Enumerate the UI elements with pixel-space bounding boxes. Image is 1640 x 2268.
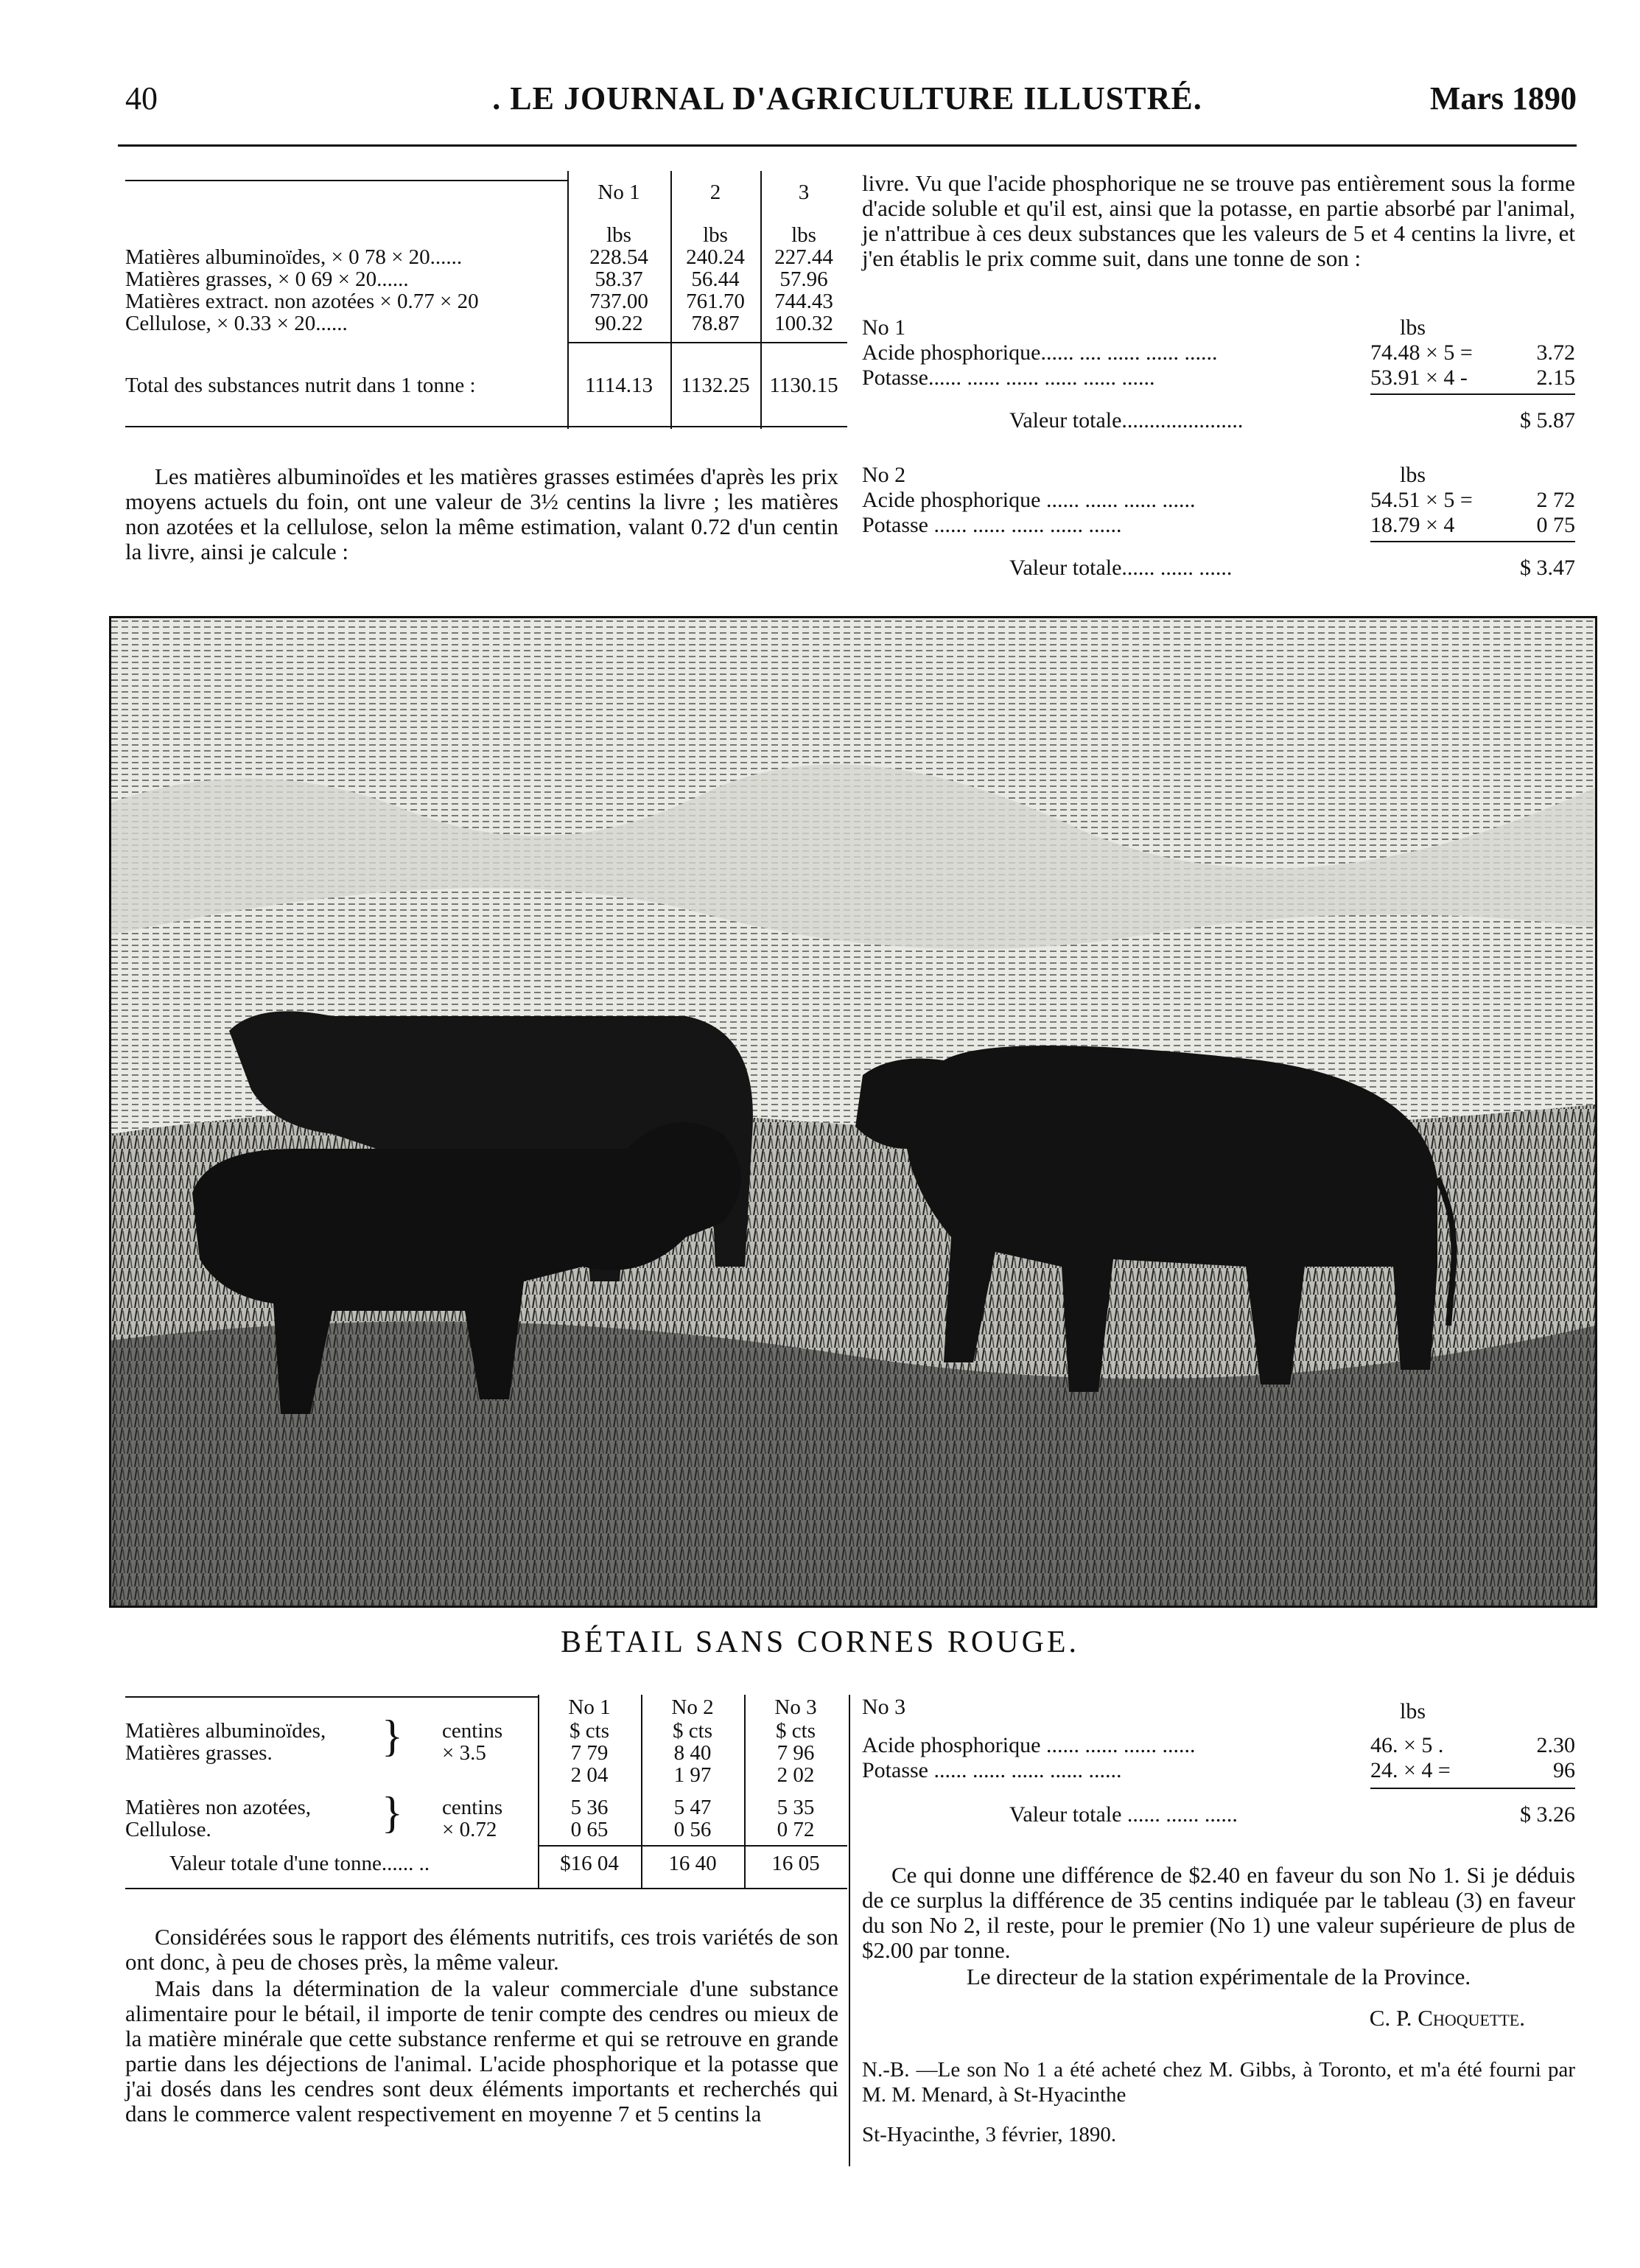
row-label: Cellulose.: [125, 1818, 211, 1841]
row-label: Acide phosphorique ...... ...... ...... ......: [862, 1733, 1196, 1757]
page-number: 40: [125, 80, 158, 116]
unit-label: lbs: [1400, 1699, 1426, 1723]
total-value: $ 3.26: [1520, 1802, 1575, 1827]
paragraph-text: Considérées sous le rapport des éléments nutritifs, ces trois variétés de son ont donc, à peu de choses près, la même valeur.: [125, 1924, 838, 1975]
row-label: Potasse ...... ...... ...... ...... ......: [862, 513, 1122, 537]
nutrient-table: [125, 171, 847, 436]
row-label: Matières grasses, × 0 69 × 20......: [125, 267, 409, 291]
total-value: $ 3.47: [1520, 556, 1575, 580]
cell: 228.54: [589, 245, 648, 269]
paragraph-text: livre. Vu que l'acide phosphorique ne se trouve pas entièrement sous la forme d'acide soluble et qu'il est, ainsi que la potasse, en partie absorbé par l'animal, je n'attribue à ces deux substances que les valeurs de 5 et 4 centins la livre, et j'en établis le prix comme suit, dans une tonne de son :: [862, 170, 1575, 271]
calc: 54.51 × 5 =: [1370, 488, 1473, 512]
value: 0 75: [1536, 513, 1575, 537]
table-top-rule: [125, 1696, 538, 1698]
row-label: Acide phosphorique ...... ...... ...... ......: [862, 488, 1196, 512]
intro-paragraph: [125, 464, 838, 566]
total-cell: $16 04: [560, 1852, 619, 1875]
value: 2 72: [1536, 488, 1575, 512]
paragraph-text: Mais dans la détermination de la valeur commerciale d'une substance alimentaire pour le bétail, il importe de tenir compte des cendres ou mieux de la matière minérale que cette substance renferme et qui se retrouve en grande partie dans les déjections de l'animal. L'acide phosphorique et la potasse que j'ai dosés dans les cendres sont deux éléments importants et recherchés qui dans le commerce valent respectivement en moyenne 7 et 5 centins la: [125, 1975, 838, 2127]
signature: [862, 2006, 1525, 2031]
journal-title: . LE JOURNAL D'AGRICULTURE ILLUSTRÉ.: [492, 80, 1202, 116]
cell: 90.22: [595, 312, 643, 335]
bran-no1-table: [862, 315, 1575, 441]
nota-bene-text: N.-B. —Le son No 1 a été acheté chez M. Gibbs, à Toronto, et m'a été fourni par M. M. Menard, à St-Hyacinthe: [862, 2058, 1575, 2107]
calc: 74.48 × 5 =: [1370, 340, 1473, 365]
col-header: No 3: [774, 1695, 817, 1719]
bran-no3-table: [862, 1695, 1575, 1842]
table-title: No 2: [862, 463, 906, 487]
cell: 8 40: [673, 1741, 712, 1765]
subtotal-rule: [538, 1845, 847, 1847]
column-divider: [849, 1695, 850, 2166]
brace: }: [382, 1788, 403, 1837]
cell: 58.37: [595, 267, 643, 291]
cell: 761.70: [686, 290, 745, 313]
signature-name: C. P. Choquette.: [1369, 2005, 1525, 2031]
value: 3.72: [1536, 340, 1575, 365]
cell: 240.24: [686, 245, 745, 269]
factor-unit: centins: [442, 1719, 503, 1743]
total-cell: 1130.15: [769, 374, 838, 397]
cell: 57.96: [779, 267, 828, 291]
signature-line-text: Le directeur de la station expérimentale de la Province.: [966, 1964, 1471, 1989]
nota-bene: [862, 2057, 1575, 2109]
row-label: Acide phosphorique...... .... ...... ...... ......: [862, 340, 1218, 365]
place-date-text: St-Hyacinthe, 3 février, 1890.: [862, 2123, 1117, 2146]
total-cell: 16 05: [771, 1852, 820, 1875]
signature-line: [862, 1964, 1575, 1989]
unit-label: lbs: [606, 223, 631, 247]
row-label: Matières grasses.: [125, 1741, 273, 1765]
unit-label: $ cts: [570, 1719, 609, 1743]
row-label: Matières albuminoïdes,: [125, 1719, 326, 1743]
factor: × 3.5: [442, 1741, 486, 1765]
col-header: No 1: [568, 1695, 611, 1719]
subtotal-rule: [567, 342, 847, 343]
illustration-caption: BÉTAIL SANS CORNES ROUGE.: [560, 1625, 1080, 1659]
calc: 53.91 × 4 -: [1370, 365, 1468, 390]
total-label: Total des substances nutrit dans 1 tonne :: [125, 374, 476, 397]
value-table: [125, 1695, 847, 1894]
table-title: No 3: [862, 1695, 906, 1719]
bran-no2-table: [862, 463, 1575, 588]
cell: 0 56: [673, 1818, 712, 1841]
unit-label: lbs: [1400, 315, 1426, 340]
row-label: Potasse...... ...... ...... ...... ...... ......: [862, 365, 1155, 390]
cell: 0 65: [570, 1818, 609, 1841]
total-label: Valeur totale ...... ...... ......: [1009, 1802, 1238, 1827]
page-header: [118, 80, 1577, 124]
total-label: Valeur totale d'une tonne...... ..: [169, 1852, 430, 1875]
sum-rule: [1370, 541, 1575, 542]
row-label: Matières non azotées,: [125, 1796, 312, 1819]
total-label: Valeur totale......................: [1009, 408, 1244, 433]
factor-unit: centins: [442, 1796, 503, 1819]
cell: 100.32: [774, 312, 833, 335]
header-rule: [118, 144, 1577, 147]
unit-label: $ cts: [673, 1719, 712, 1743]
cell: 78.87: [691, 312, 740, 335]
place-date: [862, 2122, 1575, 2147]
unit-label: lbs: [703, 223, 728, 247]
col-header: No 1: [598, 181, 640, 204]
row-label: Potasse ...... ...... ...... ...... ......: [862, 1758, 1122, 1782]
row-label: Matières albuminoïdes, × 0 78 × 20......: [125, 245, 463, 269]
cattle-illustration: [109, 616, 1597, 1608]
total-cell: 16 40: [668, 1852, 717, 1875]
value: 96: [1553, 1758, 1575, 1782]
calc: 24. × 4 =: [1370, 1758, 1451, 1782]
sum-rule: [1370, 393, 1575, 395]
unit-label: $ cts: [776, 1719, 816, 1743]
row-label: Matières extract. non azotées × 0.77 × 20: [125, 290, 479, 313]
total-label: Valeur totale...... ...... ......: [1009, 556, 1233, 580]
cell: 7 79: [570, 1741, 609, 1765]
brace: }: [382, 1712, 403, 1760]
cell: 2 04: [570, 1763, 609, 1787]
value: 2.30: [1536, 1733, 1575, 1757]
table-bottom-rule: [125, 426, 847, 427]
engraving-image: [111, 618, 1595, 1606]
calc: 46. × 5 .: [1370, 1733, 1444, 1757]
sum-rule: [1370, 1788, 1575, 1789]
unit-label: lbs: [1400, 463, 1426, 487]
main-paragraphs: [125, 1925, 838, 2128]
cell: 0 72: [777, 1818, 815, 1841]
conclusion-paragraph: [862, 1863, 1575, 1964]
value: 2.15: [1536, 365, 1575, 390]
factor: × 0.72: [442, 1818, 497, 1841]
paragraph-text: Ce qui donne une différence de $2.40 en faveur du son No 1. Si je déduis de ce surplus la différence de 35 centins indiquée par le tableau (3) en faveur du son No 2, il reste, pour le premier (No 1) une valeur supérieure de plus de $2.00 par tonne.: [862, 1862, 1575, 1963]
cell: 56.44: [691, 267, 740, 291]
right-paragraph: [862, 171, 1575, 273]
total-cell: 1132.25: [681, 374, 750, 397]
total-cell: 1114.13: [584, 374, 653, 397]
row-label: Cellulose, × 0.33 × 20......: [125, 312, 348, 335]
paragraph-text: Les matières albuminoïdes et les matières grasses estimées d'après les prix moyens actuels du foin, ont une valeur de 3½ centins la livre ; les matières non azotées et la cellulose, selon la même estimation, valant 0.72 d'un centin la livre, ainsi je calcule :: [125, 463, 838, 564]
cell: 1 97: [673, 1763, 712, 1787]
cell: 227.44: [774, 245, 833, 269]
unit-label: lbs: [791, 223, 816, 247]
table-top-rule: [125, 180, 567, 181]
col-header: 2: [709, 181, 721, 204]
cell: 737.00: [589, 290, 648, 313]
col-header: No 2: [671, 1695, 714, 1719]
issue-date: Mars 1890: [1429, 80, 1577, 116]
cell: 744.43: [774, 290, 833, 313]
cell: 5 47: [673, 1796, 712, 1819]
cell: 7 96: [777, 1741, 815, 1765]
cell: 5 36: [570, 1796, 609, 1819]
cell: 2 02: [777, 1763, 815, 1787]
col-header: 3: [798, 181, 810, 204]
table-bottom-rule: [125, 1888, 847, 1889]
calc: 18.79 × 4: [1370, 513, 1455, 537]
cell: 5 35: [777, 1796, 815, 1819]
total-value: $ 5.87: [1520, 408, 1575, 433]
table-title: No 1: [862, 315, 906, 340]
